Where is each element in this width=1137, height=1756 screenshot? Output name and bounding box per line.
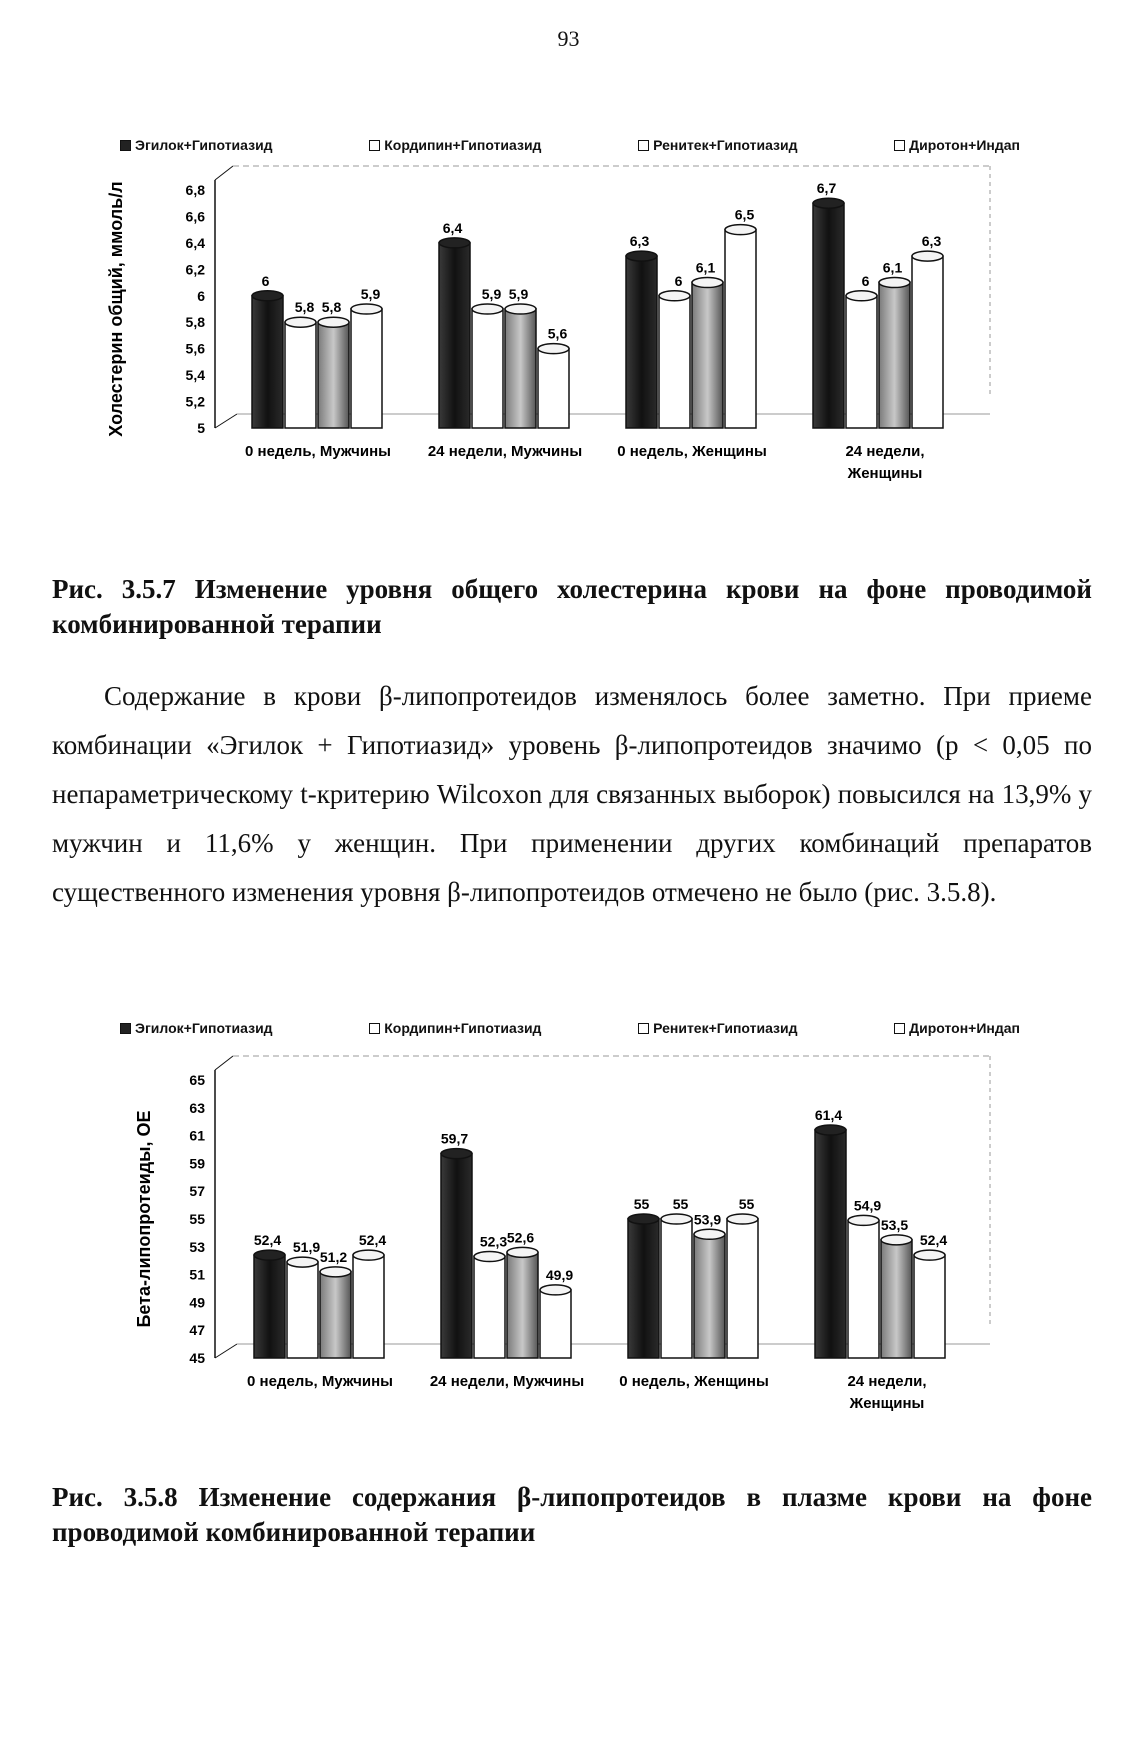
chart2-svg	[0, 1045, 1137, 1435]
y-tick-label: 6,6	[185, 208, 205, 225]
y-tick-label: 6,2	[185, 261, 205, 278]
data-label: 55	[672, 1196, 689, 1212]
bar-body	[694, 1234, 725, 1358]
bar-0-0	[252, 291, 283, 428]
bar-top	[285, 317, 316, 327]
data-label: 5,8	[321, 299, 342, 316]
y-tick-label: 6,4	[185, 234, 205, 251]
chart1-legend-item-3	[894, 137, 1020, 153]
bar-top	[813, 198, 844, 208]
bar-body	[254, 1255, 285, 1358]
bar-body	[472, 309, 503, 428]
bar-top	[287, 1257, 318, 1267]
y-axis-label: Бета-липопротеиды, ОЕ	[134, 1110, 154, 1328]
category-label-line2: Женщины	[847, 465, 923, 482]
y-tick-label: 6	[197, 287, 205, 304]
bar-body	[914, 1255, 945, 1358]
bar-body	[846, 296, 877, 428]
bar-top	[914, 1250, 945, 1260]
bar-top	[661, 1214, 692, 1224]
bar-top	[254, 1250, 285, 1260]
data-label: 53,5	[880, 1216, 909, 1233]
bar-top	[879, 278, 910, 288]
bar-top	[505, 304, 536, 314]
bar-2-1	[659, 291, 690, 428]
bar-body	[287, 1262, 318, 1358]
bar-body	[725, 230, 756, 428]
y-tick-label: 5,8	[185, 314, 205, 331]
data-label: 52,4	[919, 1232, 948, 1249]
legend-label: Эгилок+Гипотиазид	[135, 137, 273, 153]
axis-depth-line	[215, 1056, 233, 1070]
legend-swatch-white	[894, 140, 905, 151]
chart2-legend-item-1	[369, 1020, 541, 1036]
bar-1-3	[538, 344, 569, 428]
paragraph-text: Содержание в крови β-липопротеидов изменялось более заметно. При приеме комбинации «Эгилок + Гипотиазид» уровень β-липопротеидов значимо (p < 0,05 по непараметрическому t-критерию Wilcoxon для связанных выборок) повысился на 13,9% у мужчин и 11,6% у женщин. При применении других комбинаций препаратов существенного изменения уровня β-липопротеидов отмечено не было (рис. 3.5.8).	[52, 681, 1092, 907]
data-label: 6	[674, 272, 683, 289]
legend-label: Кордипин+Гипотиазид	[384, 137, 542, 153]
y-tick-label: 5,4	[185, 367, 205, 384]
bar-top	[659, 291, 690, 301]
chart2-legend	[120, 1020, 1020, 1036]
bar-0-3	[353, 1250, 384, 1358]
category-label: 24 недели,	[845, 443, 925, 460]
bar-top	[725, 225, 756, 235]
bar-1-0	[441, 1149, 472, 1358]
bar-body	[661, 1219, 692, 1358]
data-label: 6,7	[816, 180, 837, 197]
bar-top	[540, 1285, 571, 1295]
bar-3-2	[881, 1235, 912, 1358]
chart1-legend	[120, 137, 1020, 153]
bar-3-2	[879, 278, 910, 428]
data-label: 52,4	[253, 1232, 282, 1249]
bar-top	[846, 291, 877, 301]
bar-1-1	[474, 1252, 505, 1358]
legend-swatch-white	[638, 1023, 649, 1034]
bar-body	[507, 1252, 538, 1358]
chart1-legend-item-1	[369, 137, 541, 153]
legend-label: Эгилок+Гипотиазид	[135, 1020, 273, 1036]
y-tick-label: 5,6	[185, 340, 205, 357]
legend-swatch-dark	[120, 1023, 131, 1034]
axis-floor-line	[215, 414, 237, 428]
bar-top	[507, 1247, 538, 1257]
bar-body	[439, 243, 470, 428]
bar-top	[252, 291, 283, 301]
bar-body	[441, 1154, 472, 1358]
axis-floor-line	[215, 1344, 237, 1358]
chart2-legend-item-2	[638, 1020, 797, 1036]
bar-top	[441, 1149, 472, 1159]
body-paragraph	[52, 672, 1092, 917]
bar-0-1	[287, 1257, 318, 1358]
y-tick-label: 6,8	[185, 182, 205, 198]
bar-1-2	[507, 1247, 538, 1358]
data-label: 6,1	[695, 259, 716, 276]
data-label: 5,8	[294, 299, 315, 316]
legend-label: Ренитек+Гипотиазид	[653, 137, 798, 153]
data-label: 59,7	[440, 1130, 469, 1147]
axis-depth-line	[215, 166, 233, 180]
data-label: 6,3	[629, 233, 650, 250]
bar-top	[815, 1125, 846, 1135]
chart1-legend-item-0	[120, 137, 273, 153]
bar-body	[318, 322, 349, 428]
legend-swatch-white	[369, 1023, 380, 1034]
bar-top	[318, 317, 349, 327]
bar-0-3	[351, 304, 382, 428]
category-label: 24 недели,	[847, 1373, 927, 1390]
category-label: 24 недели, Мужчины	[429, 1373, 585, 1390]
data-label: 54,9	[853, 1197, 882, 1214]
data-label: 5,9	[360, 286, 381, 302]
legend-label: Диротон+Индап	[909, 1020, 1020, 1036]
bar-body	[628, 1219, 659, 1358]
legend-label: Диротон+Индап	[909, 137, 1020, 153]
legend-label: Кордипин+Гипотиазид	[384, 1020, 542, 1036]
bar-3-1	[848, 1215, 879, 1358]
bar-3-3	[912, 251, 943, 428]
category-label: 0 недель, Мужчины	[247, 1373, 393, 1390]
bar-1-1	[472, 304, 503, 428]
bar-body	[252, 296, 283, 428]
bar-top	[626, 251, 657, 261]
chart1-svg	[0, 160, 1137, 540]
bar-body	[285, 322, 316, 428]
y-tick-label: 65	[189, 1072, 205, 1088]
legend-swatch-white	[894, 1023, 905, 1034]
data-label: 6,3	[921, 233, 942, 250]
data-label: 6,4	[442, 219, 463, 236]
chart2-container	[0, 1045, 1137, 1435]
data-label: 52,4	[358, 1232, 387, 1249]
y-tick-label: 47	[189, 1322, 205, 1339]
bar-1-0	[439, 238, 470, 428]
chart1-container	[0, 160, 1137, 540]
chart2-legend-item-3	[894, 1020, 1020, 1036]
bar-body	[353, 1255, 384, 1358]
legend-swatch-white	[369, 140, 380, 151]
bar-2-2	[692, 278, 723, 428]
y-tick-label: 51	[189, 1266, 205, 1283]
bar-1-3	[540, 1285, 571, 1358]
bar-0-1	[285, 317, 316, 428]
data-label: 55	[738, 1196, 755, 1212]
category-label: 0 недель, Мужчины	[245, 443, 391, 460]
bar-body	[474, 1257, 505, 1358]
data-label: 51,2	[319, 1248, 348, 1265]
bar-top	[912, 251, 943, 261]
data-label: 52,3	[479, 1233, 508, 1250]
bar-2-3	[727, 1214, 758, 1358]
bar-body	[659, 296, 690, 428]
bar-top	[881, 1235, 912, 1245]
y-tick-label: 5,2	[185, 393, 205, 410]
bar-body	[505, 309, 536, 428]
bar-body	[351, 309, 382, 428]
data-label: 6	[261, 272, 270, 289]
y-tick-label: 55	[189, 1211, 205, 1227]
bar-2-0	[628, 1214, 659, 1358]
bar-body	[538, 349, 569, 428]
bar-2-2	[694, 1229, 725, 1358]
y-tick-label: 49	[189, 1294, 205, 1311]
data-label: 55	[633, 1196, 650, 1212]
chart1-legend-item-2	[638, 137, 797, 153]
bar-top	[474, 1252, 505, 1262]
category-label-line2: Женщины	[849, 1395, 925, 1412]
category-label: 0 недель, Женщины	[617, 443, 767, 460]
bar-top	[353, 1250, 384, 1260]
bar-0-0	[254, 1250, 285, 1358]
category-label: 0 недель, Женщины	[619, 1373, 769, 1390]
bar-body	[540, 1290, 571, 1358]
bar-3-1	[846, 291, 877, 428]
bar-body	[879, 283, 910, 428]
y-tick-label: 59	[189, 1155, 205, 1172]
y-tick-label: 5	[197, 420, 205, 436]
bar-top	[628, 1214, 659, 1224]
bar-2-1	[661, 1214, 692, 1358]
data-label: 49,9	[545, 1266, 574, 1283]
figure2-caption: Рис. 3.5.8 Изменение содержания β-липопротеидов в плазме крови на фоне проводимой комбинированной терапии	[52, 1482, 1092, 1547]
data-label: 6,5	[734, 206, 755, 223]
bar-3-0	[815, 1125, 846, 1358]
y-tick-label: 53	[189, 1238, 205, 1255]
y-tick-label: 63	[189, 1099, 205, 1116]
bar-body	[727, 1219, 758, 1358]
data-label: 5,9	[508, 286, 529, 302]
bar-top	[727, 1214, 758, 1224]
bar-body	[626, 256, 657, 428]
bar-3-3	[914, 1250, 945, 1358]
bar-body	[912, 256, 943, 428]
data-label: 51,9	[292, 1239, 321, 1256]
bar-top	[848, 1215, 879, 1225]
bar-body	[692, 283, 723, 428]
legend-swatch-dark	[120, 140, 131, 151]
y-axis-label: Холестерин общий, ммоль/л	[106, 181, 126, 437]
data-label: 53,9	[693, 1211, 722, 1228]
bar-2-3	[725, 225, 756, 428]
chart2-legend-item-0	[120, 1020, 273, 1036]
data-label: 61,4	[814, 1107, 843, 1124]
bar-top	[538, 344, 569, 354]
y-tick-label: 61	[189, 1127, 205, 1144]
data-label: 5,6	[547, 325, 568, 342]
bar-0-2	[318, 317, 349, 428]
bar-top	[320, 1267, 351, 1277]
bar-top	[439, 238, 470, 248]
bar-top	[472, 304, 503, 314]
bar-1-2	[505, 304, 536, 428]
bar-body	[815, 1130, 846, 1358]
data-label: 6	[861, 272, 870, 289]
bar-body	[881, 1240, 912, 1358]
bar-body	[320, 1272, 351, 1358]
data-label: 52,6	[506, 1229, 535, 1246]
bar-top	[351, 304, 382, 314]
bar-top	[694, 1229, 725, 1239]
y-tick-label: 45	[189, 1350, 205, 1366]
data-label: 6,1	[882, 259, 903, 276]
bar-body	[848, 1220, 879, 1358]
bar-3-0	[813, 198, 844, 428]
legend-label: Ренитек+Гипотиазид	[653, 1020, 798, 1036]
legend-swatch-white	[638, 140, 649, 151]
bar-body	[813, 203, 844, 428]
bar-2-0	[626, 251, 657, 428]
data-label: 5,9	[481, 286, 502, 302]
page-number: 93	[557, 26, 580, 51]
y-tick-label: 57	[189, 1183, 205, 1200]
bar-top	[692, 278, 723, 288]
figure1-caption: Рис. 3.5.7 Изменение уровня общего холестерина крови на фоне проводимой комбинированной терапии	[52, 574, 1092, 639]
category-label: 24 недели, Мужчины	[427, 443, 583, 460]
bar-0-2	[320, 1267, 351, 1358]
